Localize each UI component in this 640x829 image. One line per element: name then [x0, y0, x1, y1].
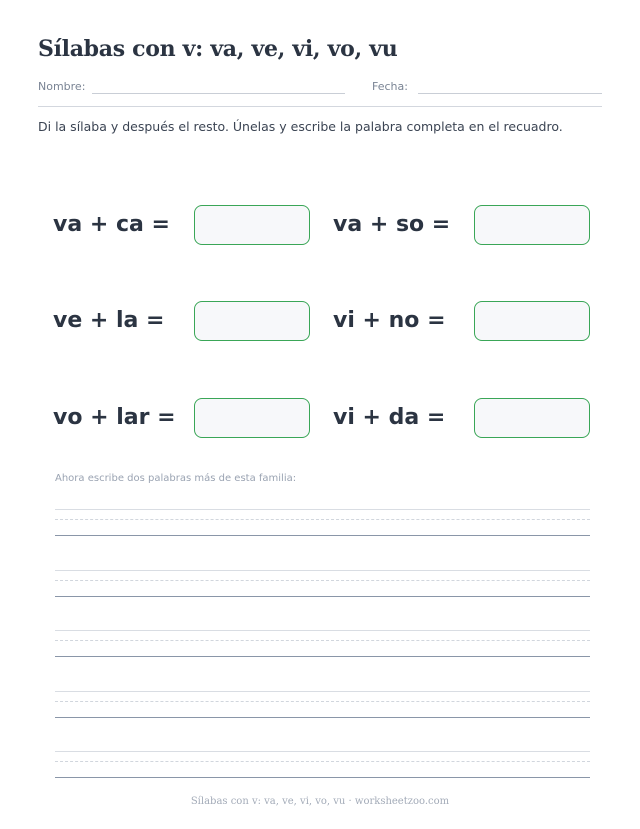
writing-line-top	[55, 570, 590, 571]
answer-box[interactable]	[194, 398, 310, 438]
answer-box[interactable]	[474, 398, 590, 438]
writing-line-top	[55, 509, 590, 510]
writing-line-baseline	[55, 717, 590, 718]
writing-line[interactable]	[55, 630, 590, 658]
answer-box[interactable]	[474, 301, 590, 341]
name-field[interactable]	[92, 93, 345, 94]
writing-line-top	[55, 691, 590, 692]
writing-line-baseline	[55, 535, 590, 536]
answer-box[interactable]	[194, 205, 310, 245]
header-divider	[38, 106, 602, 107]
syllable-expression: vi + no =	[333, 308, 446, 333]
exercise-item	[53, 205, 313, 247]
syllable-expression: va + ca =	[53, 212, 170, 237]
exercise-item	[333, 301, 593, 343]
writing-line-baseline	[55, 656, 590, 657]
answer-box[interactable]	[194, 301, 310, 341]
writing-line[interactable]	[55, 751, 590, 779]
writing-line-top	[55, 630, 590, 631]
instructions: Di la sílaba y después el resto. Únelas y escribe la palabra completa en el recuadro.	[38, 119, 563, 134]
writing-line-baseline	[55, 777, 590, 778]
writing-line[interactable]	[55, 691, 590, 719]
writing-line-midline	[55, 519, 590, 520]
syllable-expression: vo + lar =	[53, 405, 176, 430]
writing-line-midline	[55, 701, 590, 702]
date-label: Fecha:	[372, 80, 408, 93]
syllable-expression: vi + da =	[333, 405, 446, 430]
syllable-expression: ve + la =	[53, 308, 165, 333]
exercise-item	[333, 205, 593, 247]
date-field[interactable]	[418, 93, 602, 94]
writing-line-baseline	[55, 596, 590, 597]
writing-line-top	[55, 751, 590, 752]
writing-line-midline	[55, 761, 590, 762]
answer-box[interactable]	[474, 205, 590, 245]
exercise-item	[333, 398, 593, 440]
exercise-item	[53, 398, 313, 440]
syllable-expression: va + so =	[333, 212, 451, 237]
student-info-row	[38, 80, 602, 96]
writing-line[interactable]	[55, 509, 590, 537]
writing-line-midline	[55, 640, 590, 641]
exercise-item	[53, 301, 313, 343]
name-label: Nombre:	[38, 80, 86, 93]
footer: Sílabas con v: va, ve, vi, vo, vu · worksheetzoo.com	[190, 796, 450, 807]
extra-words-prompt: Ahora escribe dos palabras más de esta familia:	[55, 473, 297, 484]
writing-line[interactable]	[55, 570, 590, 598]
page-title: Sílabas con v: va, ve, vi, vo, vu	[38, 36, 398, 62]
writing-line-midline	[55, 580, 590, 581]
